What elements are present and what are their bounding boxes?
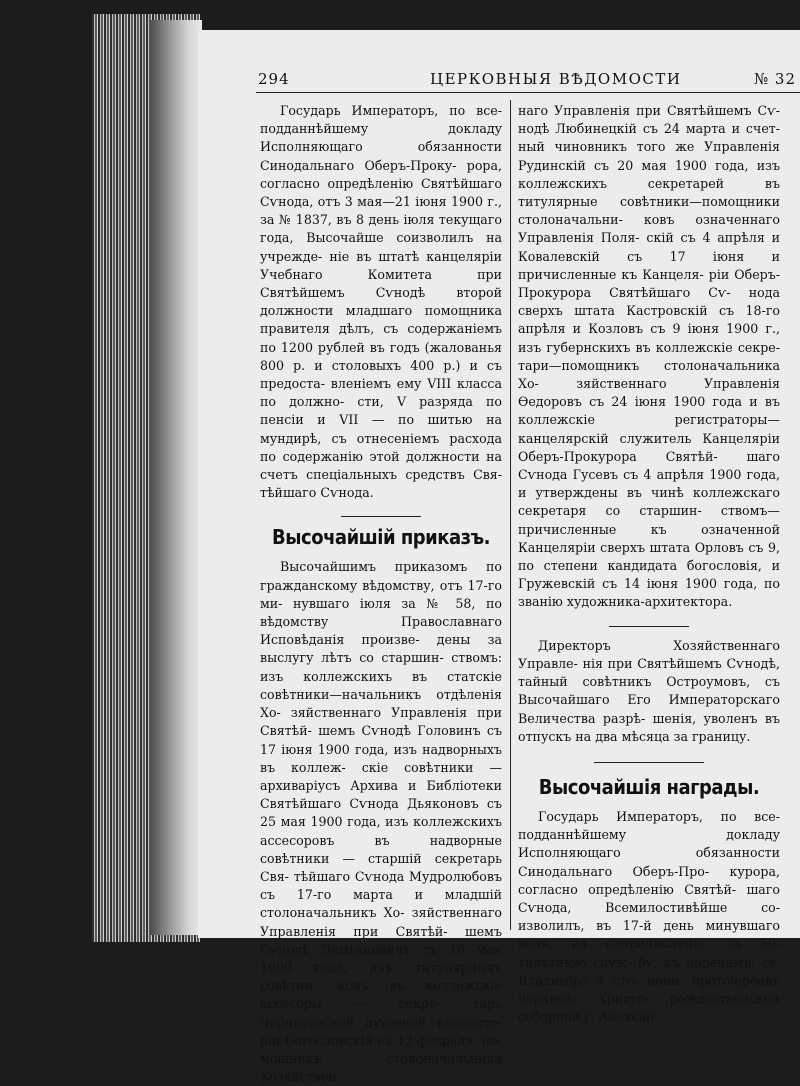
order-paragraph: Высочайшимъ приказомъ по гражданскому вѣдомству, отъ 17-го ми- нувшаго іюля за № 58, по вѣдомству Православнаго Исповѣданія произве- дены за выслугу лѣтъ со старшин- ствомъ: изъ коллежскихъ въ статскіе совѣтники—начальникъ отдѣленія Хо- зяйственнаго Управленія при Святѣй- шемъ Сѵнодѣ Головинъ съ 17 іюня 1900 года, изъ надворныхъ въ коллеж- скіе совѣтники — архиваріусъ Архива и Библіотеки Святѣйшаго Сѵнода Дьяконовъ съ 25 мая 1900 года, изъ коллежскихъ ассесоровъ въ надворные совѣтники — старшій секретарь Свя- тѣйшаго Сѵнода Мудролюбовъ съ 17-го марта и младшій столоначальникъ Хо- зяйственнаго Управленія при Святѣй- шемъ Сѵнодѣ Демьяновичъ съ 10 мая 1900 года, изъ титулярныхъ совѣтни- ковъ въ коллежскіе ассесоры — секре- тарь Черниговской духовной консисто- ріи Богословскій съ 12 февраля, по- мощникъ столоначальника Хозяйствен- xyxy=(260,559,503,1085)
section-separator xyxy=(341,516,421,517)
book-binding xyxy=(150,20,202,935)
order-continuation-paragraph: наго Управленія при Святѣйшемъ Сѵ- нодѣ Любинецкій съ 24 марта и счет- ный чиновникъ того же Управленія Рудинскій съ 20 мая 1900 года, изъ коллежскихъ секретарей въ титулярные совѣтники—помощники столоначальни- ковъ означеннаго Управленія Поля- скій съ 4 апрѣля и Ковалевскій съ 17 іюня и причисленные къ Канцеля- ріи Оберъ-Прокурора Святѣйшаго Сѵ- нода сверхъ штата Кастровскій съ 18-го апрѣля и Козловъ съ 9 іюня 1900 г., изъ губернскихъ въ коллежскіе секре- тари—помощникъ столоначальника Хо- зяйственнаго Управленія Ѳедоровъ съ 24 іюня 1900 года и въ коллежскіе регистраторы—канцелярскій служитель Канцеляріи Оберъ-Прокурора Святѣй- шаго Сѵнода Гусевъ съ 4 апрѣля 1900 года, и утверждены въ чинѣ коллежскаго секретаря со старшин- ствомъ—причисленные къ означенной Канцеляріи сверхъ штата Орловъ съ 9, по степени кандидата богословія, и Гружевскій съ 14 іюня 1900 года, по званію художника-архитектора. xyxy=(518,103,780,610)
left-column xyxy=(260,102,502,1086)
awards-paragraph: Государь Императоръ, по все- подданнѣйшему докладу Исполняющаго обязанности Синодальнаго Оберъ-Про- курора, согласно опредѣленію Святѣй- шаго Сѵнода, Всемилостивѣйше со- изволилъ, въ 17-й день минувшаго іюля, на сопричисленіе, за 50-тилѣтнюю служ- бу, къ орденамъ: св. Владиміра 4 сте- пени: протоіереевъ церквей: Христо- рождественской соборной г. Алексан- xyxy=(518,808,781,1025)
decree-paragraph: Государь Императоръ, по все- подданнѣйшему докладу Исполняющаго обязанности Синодальнаго Оберъ-Проку- рора, согласно опредѣленію Святѣйшаго Сѵнода, отъ 3 мая—21 іюня 1900 г., за № 1837, въ 8 день іюля текущаго года, Высочайше соизволилъ на учрежде- ніе въ штатѣ канцеляріи Учебнаго Комитета при Святѣйшемъ Сѵнодѣ второй должности младшаго помощника правителя дѣлъ, съ содержаніемъ по 1200 рублей въ годъ (жалованья 800 р. и столовыхъ 400 р.) и съ предоста- вленіемъ ему VIII класса по должно- сти, V разряда по пенсіи и VII — по шитью на мундирѣ, съ отнесеніемъ расхода по содержанію этой должности на счетъ спеціальныхъ средствъ Свя- тѣйшаго Сѵнода. xyxy=(260,103,502,501)
column-divider xyxy=(510,100,511,930)
running-header xyxy=(258,70,800,92)
section-heading-awards: Высочайшія награды. xyxy=(538,775,760,800)
right-column xyxy=(518,102,780,1026)
section-separator xyxy=(609,626,689,627)
issue-number: № 32 xyxy=(753,70,796,88)
document-page xyxy=(198,30,800,1085)
section-separator xyxy=(594,762,704,763)
section-heading-order: Высочайшій приказъ. xyxy=(272,525,490,551)
header-rule xyxy=(256,92,800,93)
journal-title: ЦЕРКОВНЫЯ ВѢДОМОСТИ xyxy=(430,70,682,88)
page-number: 294 xyxy=(258,70,290,88)
leave-paragraph: Директоръ Хозяйственнаго Управле- нія при Святѣйшемъ Сѵнодѣ, тайный совѣтникъ Остроумовъ, съ Высочайшаго Его Императорскаго Величества разрѣ- шенія, уволенъ въ отпускъ на два мѣсяца за границу. xyxy=(518,637,780,744)
